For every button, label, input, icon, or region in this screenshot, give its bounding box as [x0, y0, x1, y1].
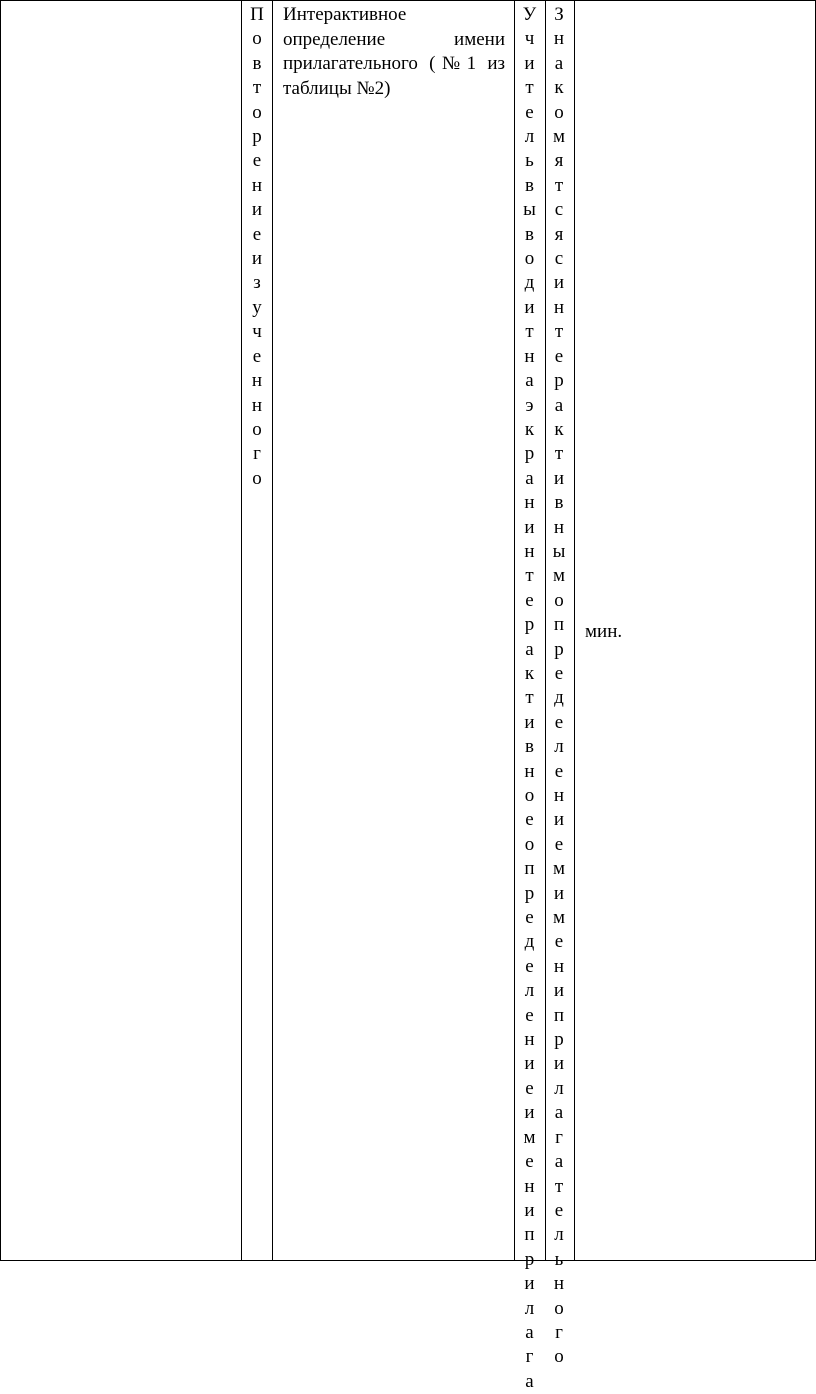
teacher-text: У ч и т е л ь в ы в о д и т н а э к р а н и н т е р а к т и в н о е о п р е д е л е н и е и м е н и п р и л а г а — [522, 4, 537, 1392]
activity-cell — [283, 3, 505, 101]
column-divider-2 — [272, 0, 273, 1261]
table-border-top — [0, 0, 816, 1]
students-text: З н а к о м я т с я с и н т е р а к т и в н ы м о п р е д е л е н и е м и м е н и п р и л а г а т е л ь н о г о — [552, 4, 566, 1368]
column-divider-5 — [574, 0, 575, 1261]
stage-cell — [246, 3, 268, 491]
teacher-cell — [518, 3, 541, 1394]
stage-text: П о в т о р е н и е и з у ч е н н о г о — [250, 4, 264, 489]
column-divider-1 — [241, 0, 242, 1261]
column-divider-4 — [545, 0, 546, 1261]
table-border-left — [0, 0, 1, 1261]
time-text: мин. — [585, 621, 623, 642]
activity-text: Интерактивное определение имени прилагательного (№1 из таблицы №2) — [283, 4, 505, 99]
column-divider-3 — [514, 0, 515, 1261]
time-cell — [585, 620, 622, 644]
table-border-bottom — [0, 1260, 816, 1261]
students-cell — [548, 3, 570, 1370]
